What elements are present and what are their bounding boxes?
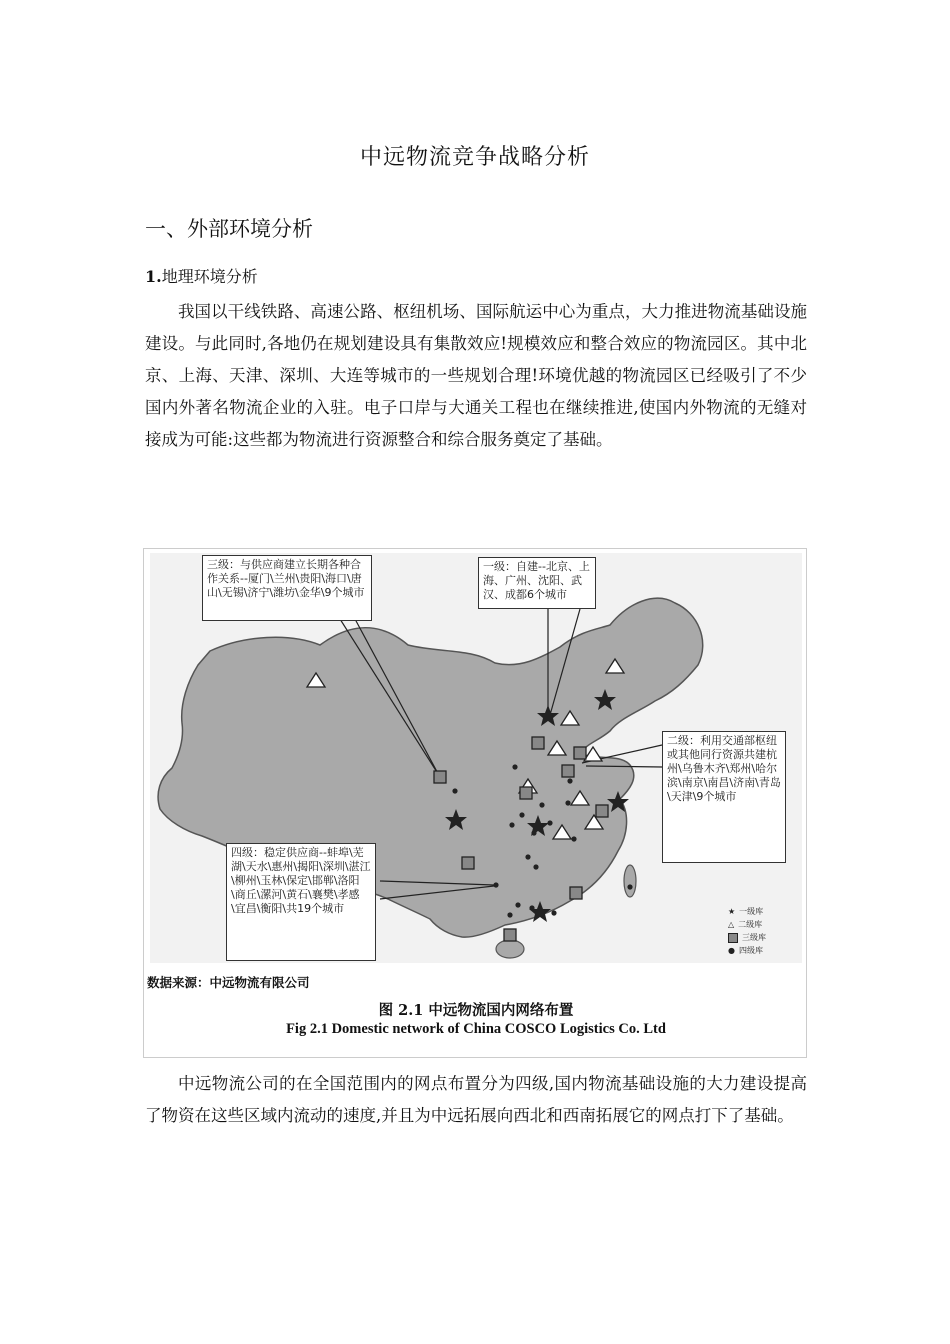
square-guiyang: [462, 857, 474, 869]
callout-level2: 二级：利用交通部枢纽或其他同行资源共建杭州\乌鲁木齐\郑州\哈尔滨\南京\南昌\济南\青岛\天津\9个城市: [662, 731, 786, 863]
network-map-figure: [143, 548, 807, 1058]
subsection-title: 地理环境分析: [161, 267, 258, 286]
dot-7: [567, 778, 572, 783]
dot-2: [512, 764, 517, 769]
legend-level3-label: 三级库: [742, 933, 766, 942]
page-title: 中远物流竞争战略分析: [359, 145, 590, 170]
triangle-qingdao: [584, 747, 602, 761]
figure-source: 数据来源：中远物流有限公司: [147, 975, 310, 990]
paragraph-network: 中远物流公司的在全国范围内的网点布置分为四级,国内物流基础设施的大力建设提高了物资在这些区域内流动的速度,并且为中远拓展向西北和西南拓展它的网点打下了基础。: [145, 1074, 807, 1125]
dot-4: [509, 822, 514, 827]
map-legend: [728, 905, 766, 957]
callout-level3: 三级：与供应商建立长期各种合作关系--厦门\兰州\贵阳\海口\唐山\无锡\济宁\潍坊\金华\9个城市: [202, 555, 372, 621]
dot-1: [452, 788, 457, 793]
dot-6: [565, 800, 570, 805]
dot-10: [493, 882, 498, 887]
legend-level4: [728, 944, 766, 957]
dot-17: [531, 830, 536, 835]
dot-11: [507, 912, 512, 917]
china-map: [150, 553, 802, 963]
square-icon: [728, 933, 738, 943]
legend-level2-label: 二级库: [738, 920, 763, 929]
square-weifang: [520, 787, 532, 799]
triangle-icon: △: [728, 920, 735, 929]
callout-level1: 一级：自建--北京、上海、广州、沈阳、武汉、成都6个城市: [478, 557, 596, 609]
dot-5: [547, 820, 552, 825]
legend-level1: [728, 905, 766, 918]
dot-3: [519, 812, 524, 817]
dot-13: [529, 905, 534, 910]
square-xiamen: [570, 887, 582, 899]
legend-level4-label: 四级库: [738, 946, 763, 955]
square-jining: [562, 765, 574, 777]
paragraph-geography: 我国以干线铁路、高速公路、枢纽机场、国际航运中心为重点，大力推进物流基础设施建设。与此同时,各地仍在规划建设具有集散效应!规模效应和整合效应的物流园区。其中北京、上海、天津、深圳、大连等城市的一些规划合理!环境优越的物流园区已经吸引了不少国内外著名物流企业的入驻。电子口岸与大通关工程也在继续推进,使国内外物流的无缝对接成为可能:这些都为物流进行资源整合和综合服务奠定了基础。: [145, 302, 807, 449]
dot-12: [515, 902, 520, 907]
hainan-island: [496, 940, 524, 958]
legend-level1-label: 一级库: [739, 907, 764, 916]
legend-level2: [728, 918, 766, 931]
dot-15: [533, 864, 538, 869]
square-jinhua: [596, 805, 608, 817]
dot-16: [539, 802, 544, 807]
dot-18: [627, 884, 632, 889]
figure-caption-cn: 图 2.1 中远物流国内网络布置: [378, 1002, 574, 1019]
square-haikou: [504, 929, 516, 941]
star-icon: ★: [728, 907, 736, 916]
figure-caption-en: Fig 2.1 Domestic network of China COSCO Logistics Co. Ltd: [286, 1021, 666, 1037]
callout-level4: 四级：稳定供应商--蚌埠\芜湖\天水\惠州\揭阳\深圳\湛江\柳州\玉林\保定\邯郸\洛阳\商丘\漯河\黄石\襄樊\孝感\宜昌\衡阳\共19个城市: [226, 843, 376, 961]
square-tangshan: [532, 737, 544, 749]
subsection-heading: [145, 264, 258, 287]
dot-icon: ●: [728, 946, 735, 955]
square-wuxi: [574, 747, 586, 759]
dot-9: [525, 854, 530, 859]
square-lanzhou: [434, 771, 446, 783]
legend-level3: [728, 931, 766, 944]
section-heading: 一、外部环境分析: [145, 217, 313, 241]
taiwan-island: [624, 865, 636, 897]
dot-8: [571, 836, 576, 841]
subsection-number: 1.: [145, 267, 162, 286]
dot-14: [551, 910, 556, 915]
